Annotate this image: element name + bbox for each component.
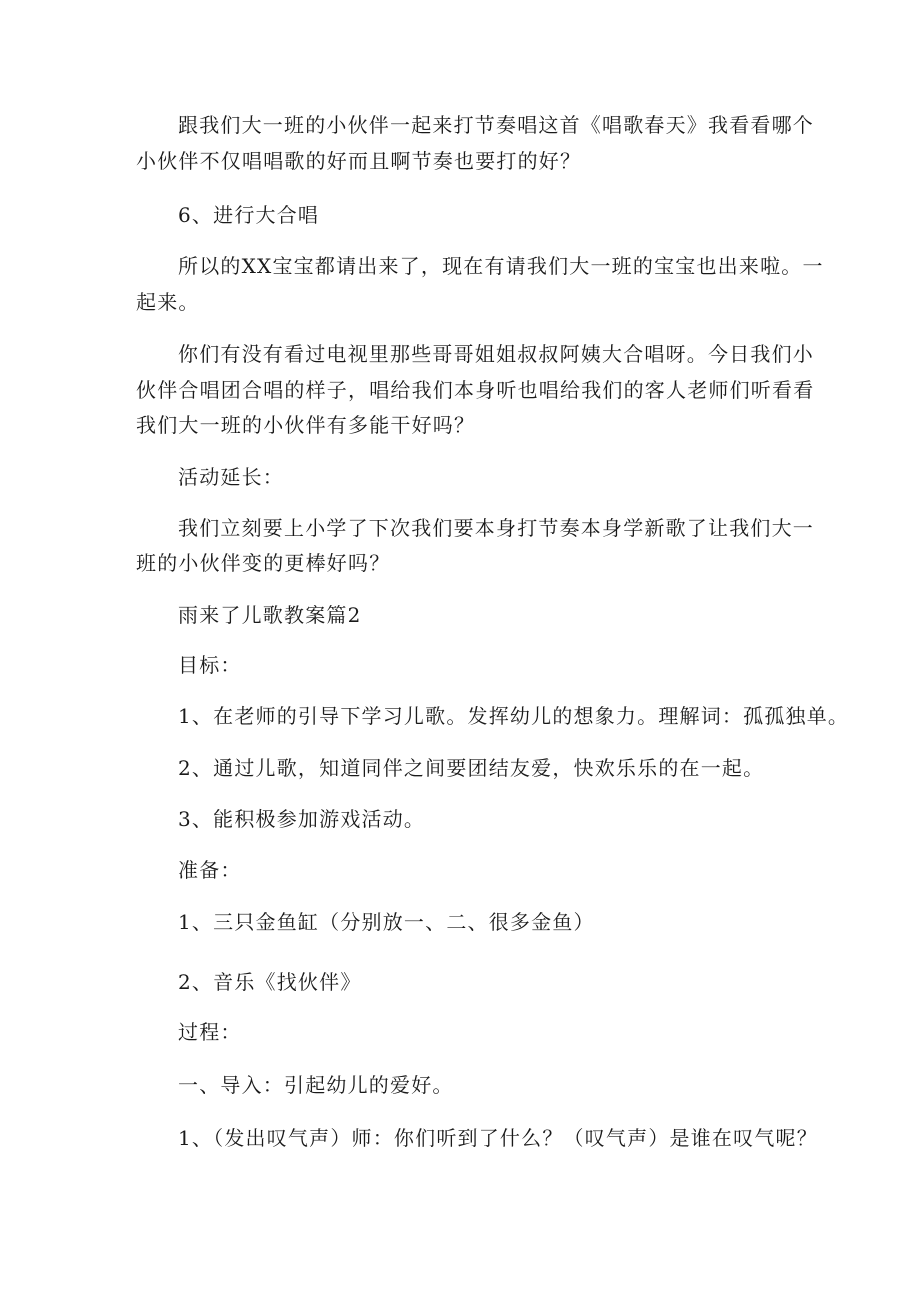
paragraph-line: 所以的XX宝宝都请出来了，现在有请我们大一班的宝宝也出来啦。一 — [178, 254, 824, 278]
section-heading: 目标： — [178, 653, 242, 677]
list-item: 2、通过儿歌，知道同伴之间要团结友爱，快欢乐乐的在一起。 — [178, 756, 765, 780]
list-item: 2、音乐《找伙伴》 — [178, 970, 362, 994]
paragraph-line: 我们立刻要上小学了下次我们要本身打节奏本身学新歌了让我们大一 — [178, 516, 814, 540]
paragraph-line: 起来。 — [136, 290, 200, 314]
section-heading: 6、进行大合唱 — [178, 203, 320, 227]
list-item: 1、在老师的引导下学习儿歌。发挥幼儿的想象力。理解词：孤孤独单。 — [178, 704, 850, 728]
section-heading: 雨来了儿歌教案篇2 — [178, 603, 362, 627]
list-item: 一、导入：引起幼儿的爱好。 — [178, 1073, 454, 1097]
section-heading: 活动延长： — [178, 465, 284, 489]
paragraph-line: 班的小伙伴变的更棒好吗？ — [136, 551, 391, 575]
paragraph-line: 我们大一班的小伙伴有多能干好吗？ — [136, 413, 476, 437]
list-item: 1、（发出叹气声）师：你们听到了什么？（叹气声）是谁在叹气呢？ — [178, 1126, 818, 1150]
paragraph-line: 跟我们大一班的小伙伴一起来打节奏唱这首《唱歌春天》我看看哪个 — [178, 113, 814, 137]
paragraph-line: 伙伴合唱团合唱的样子，唱给我们本身听也唱给我们的客人老师们听看看 — [136, 378, 815, 402]
list-item: 1、三只金鱼缸（分别放一、二、很多金鱼） — [178, 910, 595, 934]
paragraph-line: 你们有没有看过电视里那些哥哥姐姐叔叔阿姨大合唱呀。今日我们小 — [178, 342, 814, 366]
section-heading: 过程： — [178, 1020, 242, 1044]
list-item: 3、能积极参加游戏活动。 — [178, 807, 426, 831]
paragraph-line: 小伙伴不仅唱唱歌的好而且啊节奏也要打的好？ — [136, 149, 582, 173]
section-heading: 准备： — [178, 858, 242, 882]
